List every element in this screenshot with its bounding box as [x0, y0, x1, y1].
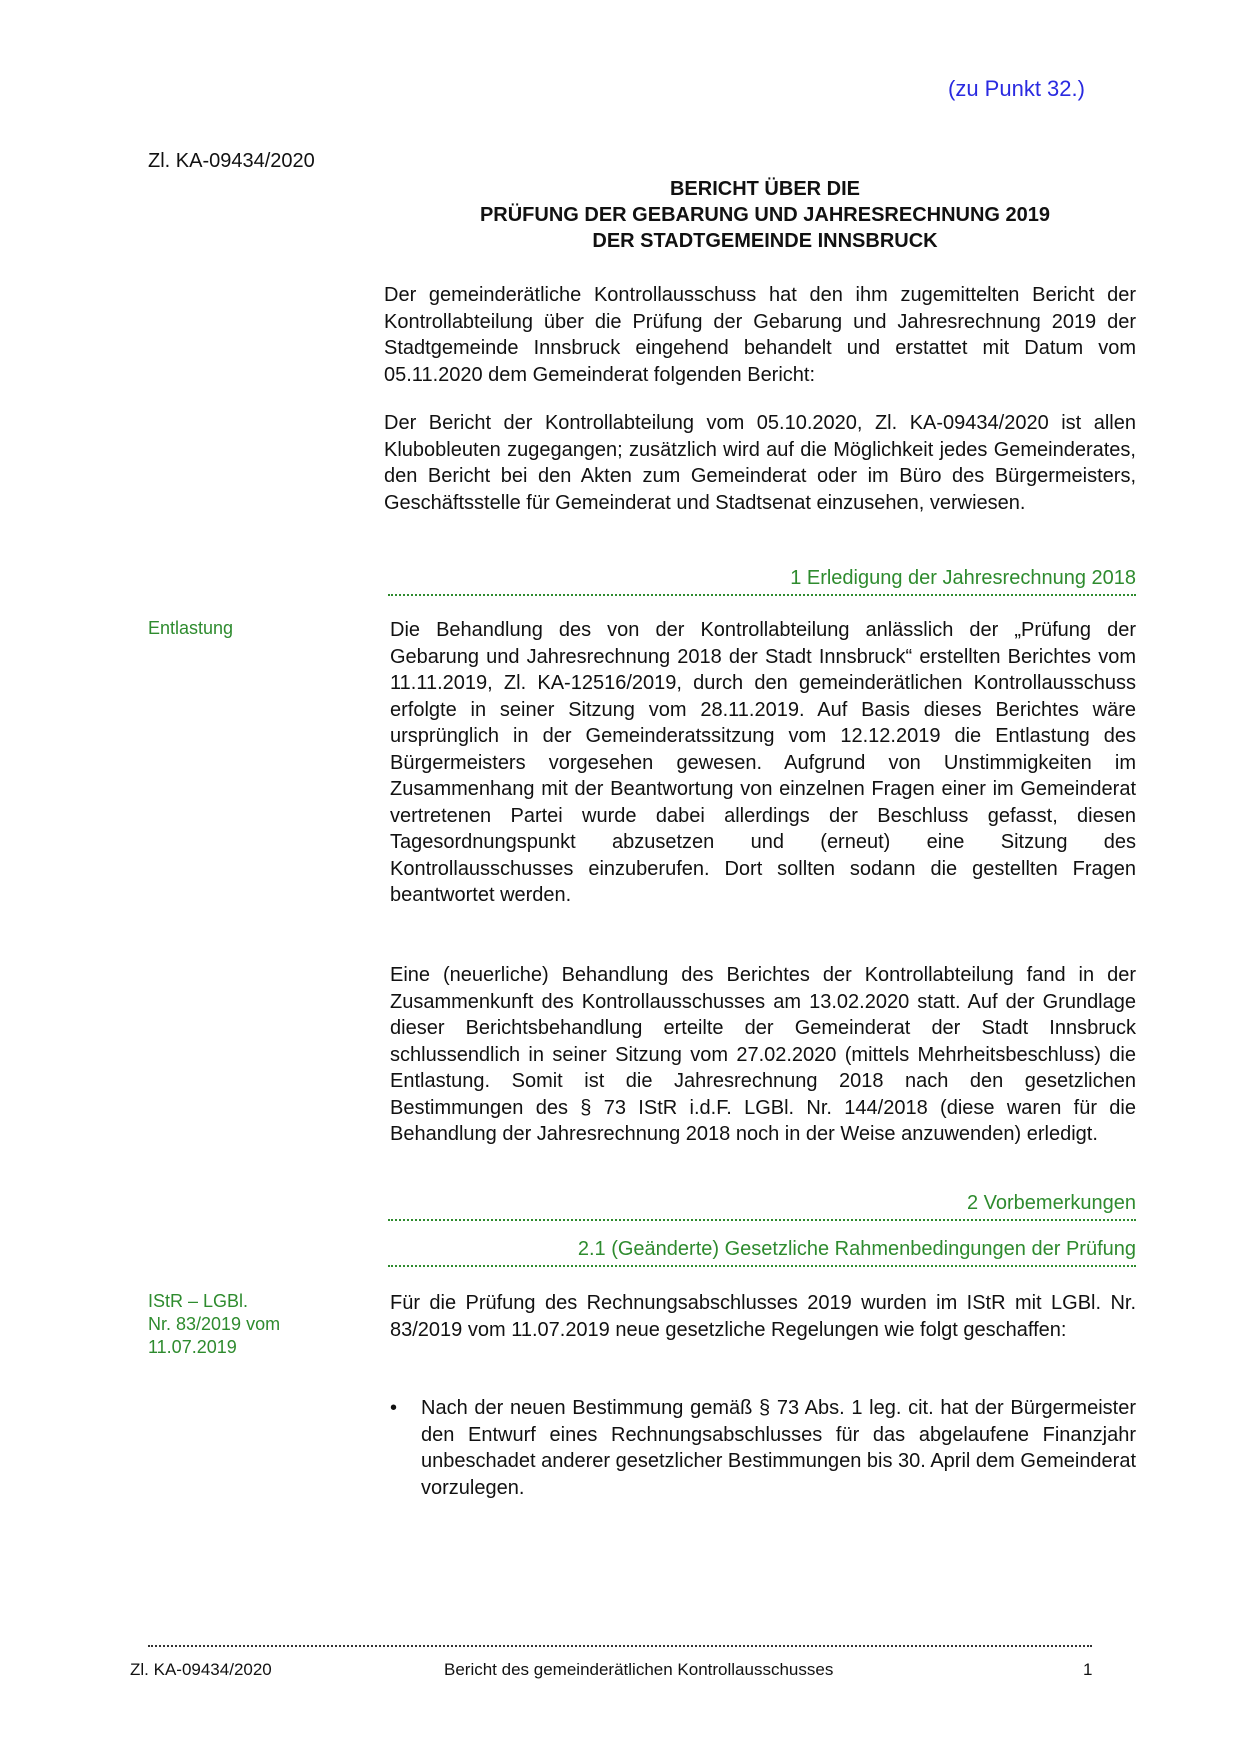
section-paragraph: Für die Prüfung des Rechnungsabschlusses 2019 wurden im IStR mit LGBl. Nr. 83/2019 vom 11.07.2019 neue gesetzliche Regelungen wie folgt geschaffen: — [390, 1292, 1136, 1341]
intro-paragraph: Der Bericht der Kontrollabteilung vom 05.10.2020, Zl. KA-09434/2020 ist allen Klubobleuten zugegangen; zusätzlich wird auf die Möglichkeit jedes Gemeinderates, den Bericht bei den Akten zum Gemeinderat oder im Büro des Bürgermeisters, Geschäftsstelle für Gemeinderat und Stadtsenat einzusehen, verwiesen. — [384, 412, 1136, 514]
bullet-list — [390, 1395, 1136, 1501]
margin-note-line: Nr. 83/2019 vom — [148, 1314, 281, 1334]
title-line: PRÜFUNG DER GEBARUNG UND JAHRESRECHNUNG 2019 — [479, 204, 1051, 226]
page-number: 1 — [1083, 1660, 1093, 1679]
subsection-heading: 2.1 (Geänderte) Gesetzliche Rahmenbedingungen der Prüfung — [388, 1238, 1136, 1267]
title-line: BERICHT ÜBER DIE — [669, 178, 860, 200]
bullet-item: • Nach der neuen Bestimmung gemäß § 73 Abs. 1 leg. cit. hat der Bürgermeister den Entwurf eines Rechnungsabschlusses für das abgelaufene Finanzjahr unbeschadet anderer gesetzlicher Bestimmungen bis 30. April dem Gemeinderat vorzulegen. — [390, 1395, 1136, 1501]
footer-divider — [148, 1645, 1092, 1647]
document-reference: Zl. KA-09434/2020 — [148, 150, 315, 172]
title-line: DER STADTGEMEINDE INNSBRUCK — [592, 230, 938, 252]
margin-note-line: IStR – LGBl. — [148, 1291, 249, 1311]
agenda-item-note: (zu Punkt 32.) — [948, 76, 1085, 101]
footer-reference: Zl. KA-09434/2020 — [130, 1660, 272, 1679]
section-paragraph: Die Behandlung des von der Kontrollabteilung anlässlich der „Prüfung der Gebarung und Jahresrechnung 2018 der Stadt Innsbruck“ erstellten Berichtes vom 11.11.2019, Zl. KA-12516/2019, durch den gemeinderätlichen Kontrollausschuss erfolgte in seiner Sitzung vom 28.11.2019. Auf Basis dieses Berichtes wäre ursprünglich in der Gemeinderatssitzung vom 12.12.2019 die Entlastung des Bürgermeisters vorgesehen gewesen. Aufgrund von Unstimmigkeiten im Zusammenhang mit der Beantwortung von einzelnen Fragen einer im Gemeinderat vertretenen Partei wurde dabei allerdings der Beschluss gefasst, diesen Tagesordnungspunkt abzusetzen und (erneut) eine Sitzung des Kontrollausschusses einzuberufen. Dort sollten sodann die gestellten Fragen beantwortet werden. — [390, 619, 1136, 906]
margin-note: Entlastung — [148, 618, 234, 638]
margin-note-line: 11.07.2019 — [148, 1337, 237, 1357]
section-paragraph: Eine (neuerliche) Behandlung des Berichtes der Kontrollabteilung fand in der Zusammenkunft des Kontrollausschusses am 13.02.2020 statt. Auf der Grundlage dieser Berichtsbehandlung erteilte der Gemeinderat der Stadt Innsbruck schlussendlich in seiner Sitzung vom 27.02.2020 (mittels Mehrheitsbeschluss) die Entlastung. Somit ist die Jahresrechnung 2018 nach den gesetzlichen Bestimmungen des § 73 IStR i.d.F. LGBl. Nr. 144/2018 (diese waren für die Behandlung der Jahresrechnung 2018 noch in der Weise anzuwenden) erledigt. — [390, 964, 1136, 1145]
intro-paragraph: Der gemeinderätliche Kontrollausschuss hat den ihm zugemittelten Bericht der Kontrollabteilung über die Prüfung der Gebarung und Jahresrechnung 2019 der Stadtgemeinde Innsbruck eingehend behandelt und erstattet mit Datum vom 05.11.2020 dem Gemeinderat folgenden Bericht: — [384, 284, 1136, 386]
section-heading: 2 Vorbemerkungen — [388, 1192, 1136, 1221]
margin-note — [148, 1290, 338, 1359]
footer-title: Bericht des gemeinderätlichen Kontrollausschusses — [444, 1660, 834, 1679]
section-heading: 1 Erledigung der Jahresrechnung 2018 — [388, 567, 1136, 596]
document-title — [380, 176, 1150, 254]
